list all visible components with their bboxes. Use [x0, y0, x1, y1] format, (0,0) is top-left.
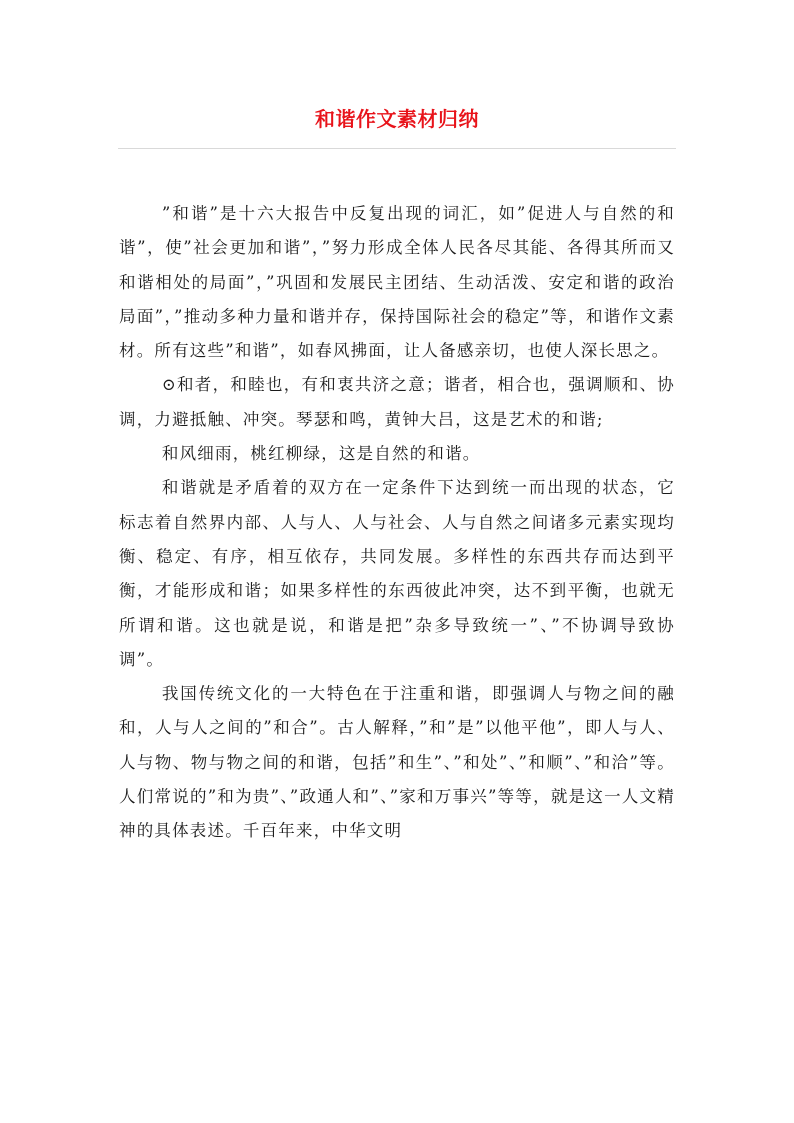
- page-title: 和谐作文素材归纳: [315, 107, 479, 131]
- title-divider: [118, 148, 676, 149]
- paragraph-5: 我国传统文化的一大特色在于注重和谐，即强调人与物之间的融和，人与人之间的”和合”。古人解释，”和”是”以他平他”，即人与人、人与物、物与物之间的和谐，包括”和生”、”和处”、”和顺”、”和洽”等。人们常说的”和为贵”、”政通人和”、”家和万事兴”等等，就是这一人文精神的具体表述。千百年来，中华文明: [119, 684, 675, 841]
- paragraph-3: 和风细雨，桃红柳绿，这是自然的和谐。: [161, 444, 481, 464]
- paragraph-1: ”和谐”是十六大报告中反复出现的词汇，如”促进人与自然的和谐”，使”社会更加和谐”，”努力形成全体人民各尽其能、各得其所而又和谐相处的局面”，”巩固和发展民主团结、生动活泼、安定和谐的政治局面”，”推动多种力量和谐并存，保持国际社会的稳定”等，和谐作文素材。所有这些”和谐”，如春风拂面，让人备感亲切，也使人深长思之。: [119, 204, 675, 361]
- paragraph-4: 和谐就是矛盾着的双方在一定条件下达到统一而出现的状态，它标志着自然界内部、人与人、人与社会、人与自然之间诸多元素实现均衡、稳定、有序，相互依存，共同发展。多样性的东西共存而达到平衡，才能形成和谐；如果多样性的东西彼此冲突，达不到平衡，也就无所谓和谐。这也就是说，和谐是把”杂多导致统一”、”不协调导致协调”。: [119, 478, 675, 669]
- article-body: [119, 197, 675, 849]
- paragraph-2: ⊙和者，和睦也，有和衷共济之意；谐者，相合也，强调顺和、协调，力避抵触、冲突。琴瑟和鸣，黄钟大吕，这是艺术的和谐;: [119, 375, 675, 429]
